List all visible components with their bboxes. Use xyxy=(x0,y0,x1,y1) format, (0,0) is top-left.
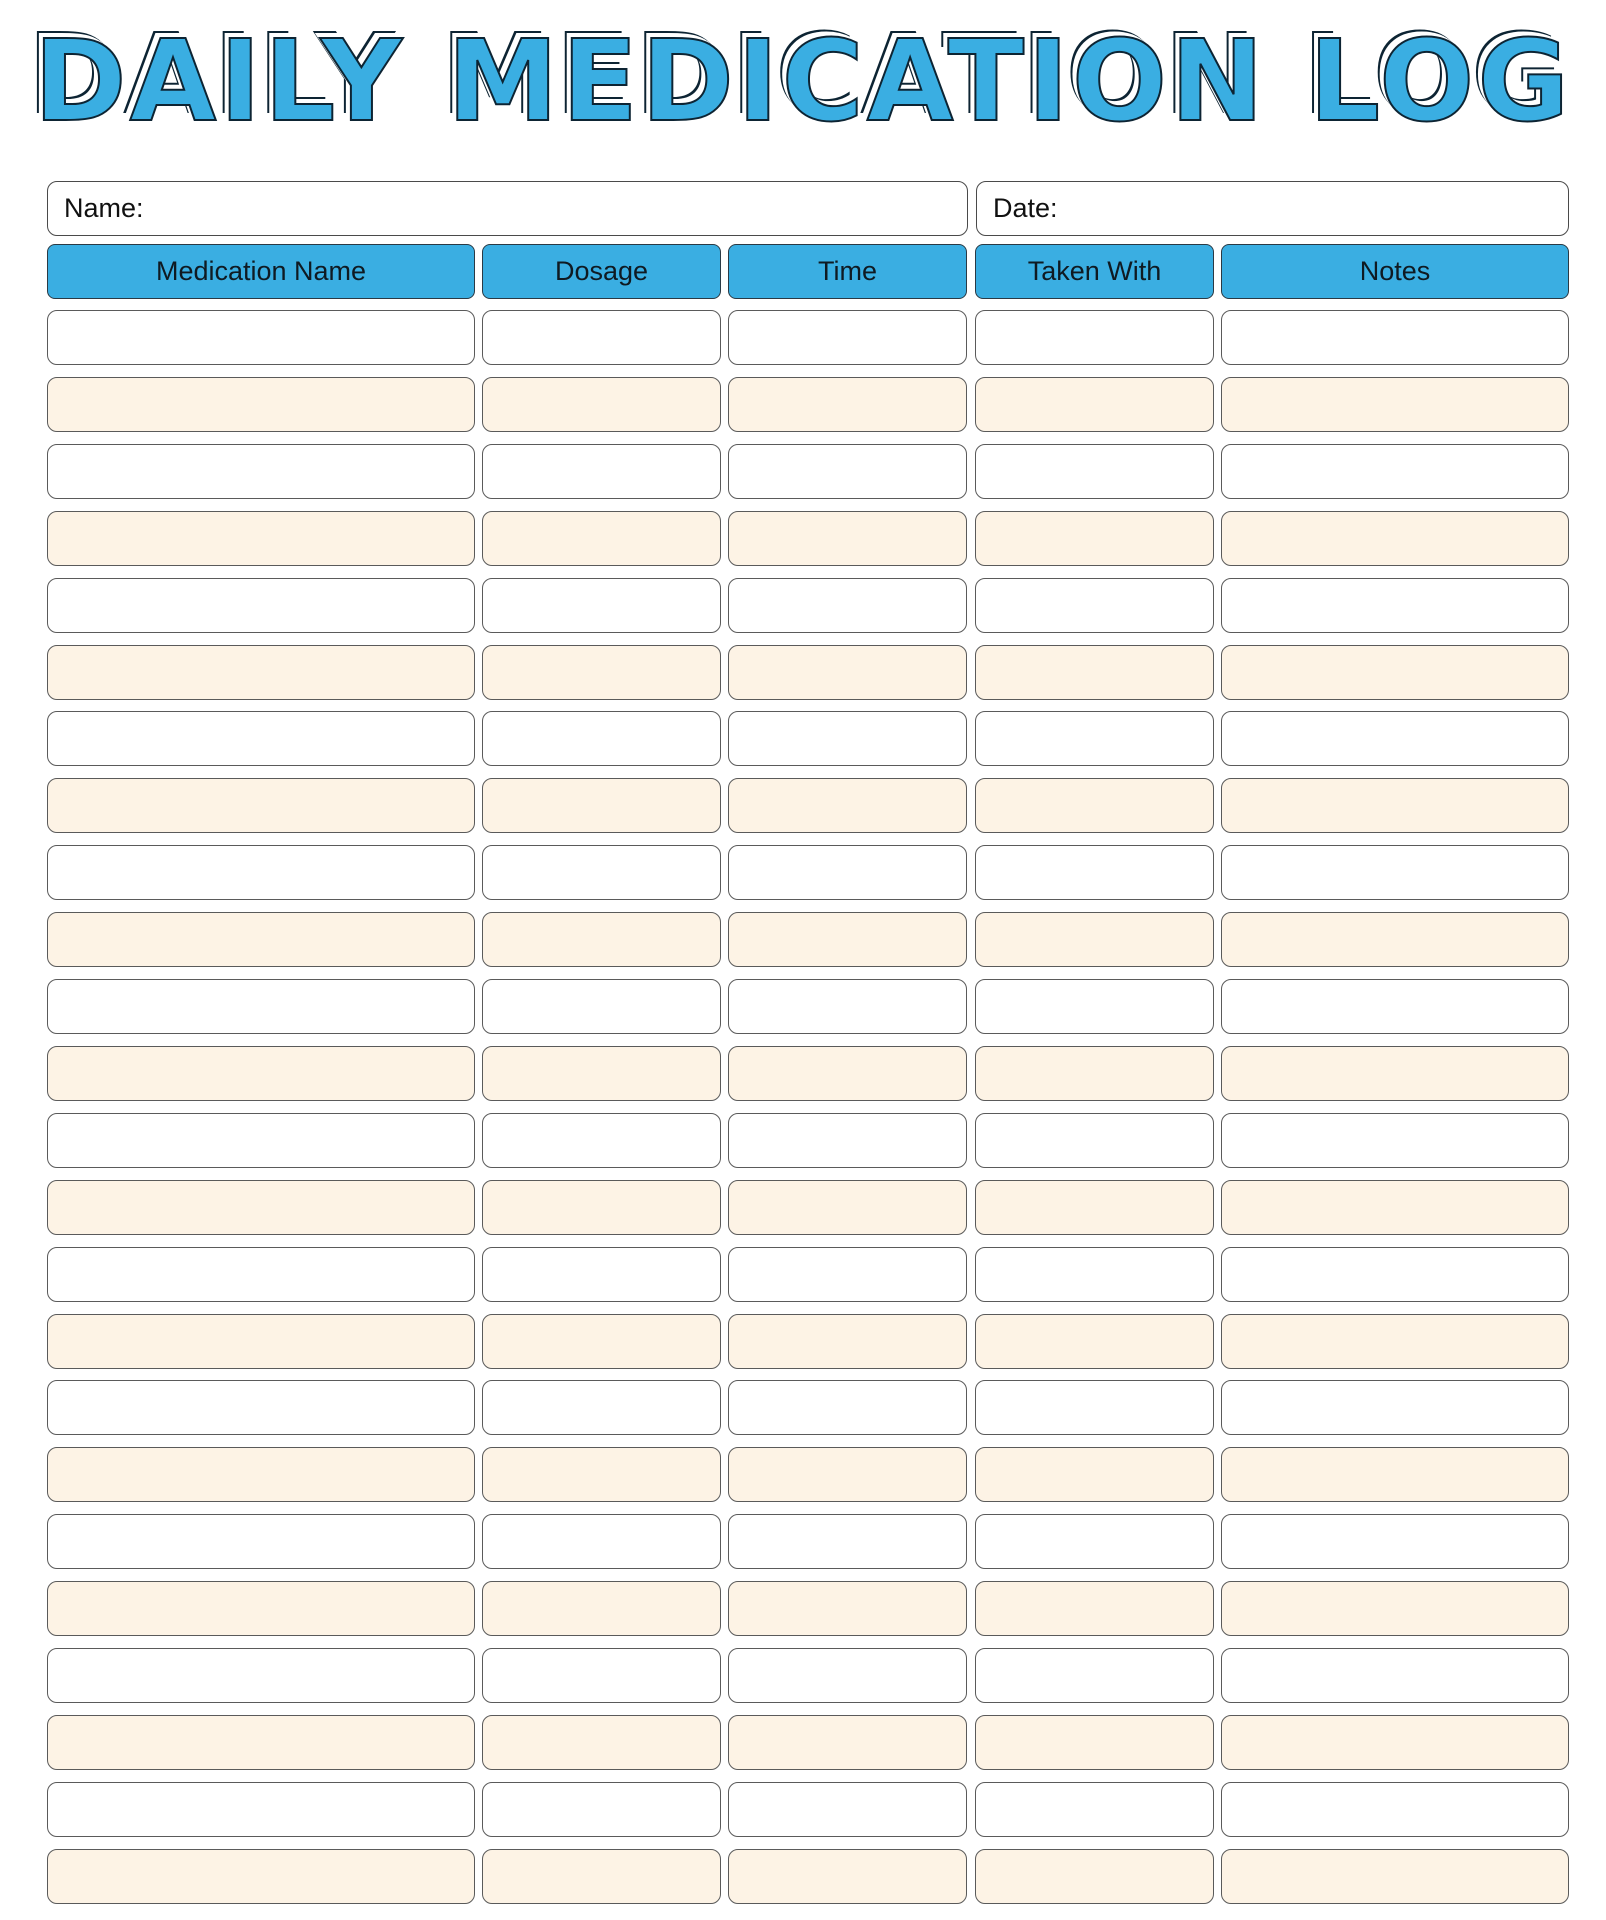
cell-dosage[interactable] xyxy=(482,511,721,566)
cell-dosage[interactable] xyxy=(482,979,721,1034)
table-row xyxy=(0,1849,1606,1904)
cell-notes[interactable] xyxy=(1221,912,1569,967)
cell-notes[interactable] xyxy=(1221,1715,1569,1770)
cell-dosage[interactable] xyxy=(482,444,721,499)
cell-medication-name[interactable] xyxy=(47,511,475,566)
cell-notes[interactable] xyxy=(1221,1380,1569,1435)
cell-time[interactable] xyxy=(728,1314,967,1369)
cell-notes[interactable] xyxy=(1221,578,1569,633)
cell-dosage[interactable] xyxy=(482,645,721,700)
cell-dosage[interactable] xyxy=(482,778,721,833)
cell-time[interactable] xyxy=(728,1046,967,1101)
header-medication-name: Medication Name xyxy=(47,244,475,299)
header-dosage: Dosage xyxy=(482,244,721,299)
cell-dosage[interactable] xyxy=(482,578,721,633)
cell-time[interactable] xyxy=(728,645,967,700)
cell-medication-name[interactable] xyxy=(47,1380,475,1435)
cell-dosage[interactable] xyxy=(482,310,721,365)
table-row xyxy=(0,1447,1606,1502)
cell-time[interactable] xyxy=(728,1648,967,1703)
cell-taken-with[interactable] xyxy=(975,377,1214,432)
cell-dosage[interactable] xyxy=(482,1247,721,1302)
cell-dosage[interactable] xyxy=(482,711,721,766)
table-row xyxy=(0,1648,1606,1703)
table-row xyxy=(0,444,1606,499)
table-row xyxy=(0,1314,1606,1369)
cell-taken-with[interactable] xyxy=(975,444,1214,499)
cell-taken-with[interactable] xyxy=(975,1648,1214,1703)
cell-time[interactable] xyxy=(728,845,967,900)
cell-notes[interactable] xyxy=(1221,1581,1569,1636)
cell-medication-name[interactable] xyxy=(47,1447,475,1502)
cell-taken-with[interactable] xyxy=(975,1180,1214,1235)
cell-notes[interactable] xyxy=(1221,1046,1569,1101)
cell-notes[interactable] xyxy=(1221,1247,1569,1302)
cell-time[interactable] xyxy=(728,1247,967,1302)
cell-notes[interactable] xyxy=(1221,1113,1569,1168)
table-row xyxy=(0,1581,1606,1636)
cell-taken-with[interactable] xyxy=(975,912,1214,967)
cell-medication-name[interactable] xyxy=(47,1046,475,1101)
cell-time[interactable] xyxy=(728,778,967,833)
name-label: Name: xyxy=(64,193,144,223)
cell-taken-with[interactable] xyxy=(975,1447,1214,1502)
cell-taken-with[interactable] xyxy=(975,511,1214,566)
cell-dosage[interactable] xyxy=(482,845,721,900)
cell-notes[interactable] xyxy=(1221,444,1569,499)
cell-medication-name[interactable] xyxy=(47,778,475,833)
cell-taken-with[interactable] xyxy=(975,711,1214,766)
cell-medication-name[interactable] xyxy=(47,912,475,967)
cell-notes[interactable] xyxy=(1221,845,1569,900)
table-row xyxy=(0,912,1606,967)
cell-dosage[interactable] xyxy=(482,1648,721,1703)
table-row xyxy=(0,310,1606,365)
table-row xyxy=(0,645,1606,700)
cell-taken-with[interactable] xyxy=(975,1113,1214,1168)
table-row xyxy=(0,1247,1606,1302)
cell-notes[interactable] xyxy=(1221,377,1569,432)
table-row xyxy=(0,1380,1606,1435)
cell-taken-with[interactable] xyxy=(975,778,1214,833)
table-row xyxy=(0,1046,1606,1101)
cell-dosage[interactable] xyxy=(482,1314,721,1369)
cell-taken-with[interactable] xyxy=(975,310,1214,365)
cell-notes[interactable] xyxy=(1221,310,1569,365)
table-row xyxy=(0,1514,1606,1569)
cell-dosage[interactable] xyxy=(482,1849,721,1904)
table-row xyxy=(0,1782,1606,1837)
page-title: DAILY MEDICATION LOG xyxy=(33,17,1573,147)
cell-notes[interactable] xyxy=(1221,1514,1569,1569)
cell-medication-name[interactable] xyxy=(47,1581,475,1636)
cell-notes[interactable] xyxy=(1221,778,1569,833)
cell-medication-name[interactable] xyxy=(47,711,475,766)
cell-notes[interactable] xyxy=(1221,1648,1569,1703)
table-row xyxy=(0,377,1606,432)
table-row xyxy=(0,711,1606,766)
cell-taken-with[interactable] xyxy=(975,645,1214,700)
header-notes: Notes xyxy=(1221,244,1569,299)
table-row xyxy=(0,578,1606,633)
cell-medication-name[interactable] xyxy=(47,1314,475,1369)
cell-notes[interactable] xyxy=(1221,1314,1569,1369)
cell-medication-name[interactable] xyxy=(47,578,475,633)
cell-time[interactable] xyxy=(728,1715,967,1770)
table-row xyxy=(0,1113,1606,1168)
cell-time[interactable] xyxy=(728,1782,967,1837)
cell-time[interactable] xyxy=(728,310,967,365)
cell-time[interactable] xyxy=(728,511,967,566)
cell-time[interactable] xyxy=(728,1514,967,1569)
cell-dosage[interactable] xyxy=(482,1180,721,1235)
date-label: Date: xyxy=(993,193,1058,223)
cell-taken-with[interactable] xyxy=(975,1849,1214,1904)
cell-time[interactable] xyxy=(728,912,967,967)
cell-notes[interactable] xyxy=(1221,979,1569,1034)
cell-taken-with[interactable] xyxy=(975,1782,1214,1837)
cell-taken-with[interactable] xyxy=(975,1247,1214,1302)
cell-dosage[interactable] xyxy=(482,1380,721,1435)
cell-medication-name[interactable] xyxy=(47,1849,475,1904)
cell-medication-name[interactable] xyxy=(47,1247,475,1302)
header-time: Time xyxy=(728,244,967,299)
cell-medication-name[interactable] xyxy=(47,1113,475,1168)
cell-dosage[interactable] xyxy=(482,1581,721,1636)
cell-medication-name[interactable] xyxy=(47,377,475,432)
cell-medication-name[interactable] xyxy=(47,1514,475,1569)
cell-taken-with[interactable] xyxy=(975,1514,1214,1569)
cell-medication-name[interactable] xyxy=(47,645,475,700)
table-row xyxy=(0,845,1606,900)
table-row xyxy=(0,511,1606,566)
cell-medication-name[interactable] xyxy=(47,310,475,365)
cell-taken-with[interactable] xyxy=(975,578,1214,633)
cell-notes[interactable] xyxy=(1221,711,1569,766)
cell-notes[interactable] xyxy=(1221,511,1569,566)
cell-taken-with[interactable] xyxy=(975,1314,1214,1369)
cell-time[interactable] xyxy=(728,578,967,633)
name-field[interactable] xyxy=(47,181,968,236)
date-field[interactable] xyxy=(976,181,1569,236)
cell-notes[interactable] xyxy=(1221,1447,1569,1502)
cell-taken-with[interactable] xyxy=(975,845,1214,900)
cell-notes[interactable] xyxy=(1221,1782,1569,1837)
cell-dosage[interactable] xyxy=(482,1715,721,1770)
cell-dosage[interactable] xyxy=(482,1514,721,1569)
cell-taken-with[interactable] xyxy=(975,1715,1214,1770)
cell-dosage[interactable] xyxy=(482,1782,721,1837)
cell-dosage[interactable] xyxy=(482,1447,721,1502)
cell-medication-name[interactable] xyxy=(47,1180,475,1235)
cell-time[interactable] xyxy=(728,444,967,499)
cell-time[interactable] xyxy=(728,377,967,432)
table-row xyxy=(0,979,1606,1034)
cell-medication-name[interactable] xyxy=(47,1782,475,1837)
cell-dosage[interactable] xyxy=(482,1046,721,1101)
table-row xyxy=(0,1715,1606,1770)
cell-dosage[interactable] xyxy=(482,1113,721,1168)
cell-notes[interactable] xyxy=(1221,1849,1569,1904)
cell-taken-with[interactable] xyxy=(975,1581,1214,1636)
cell-medication-name[interactable] xyxy=(47,979,475,1034)
cell-time[interactable] xyxy=(728,711,967,766)
cell-medication-name[interactable] xyxy=(47,845,475,900)
cell-time[interactable] xyxy=(728,979,967,1034)
cell-time[interactable] xyxy=(728,1849,967,1904)
cell-time[interactable] xyxy=(728,1113,967,1168)
cell-time[interactable] xyxy=(728,1581,967,1636)
cell-medication-name[interactable] xyxy=(47,444,475,499)
header-taken-with: Taken With xyxy=(975,244,1214,299)
cell-time[interactable] xyxy=(728,1380,967,1435)
cell-taken-with[interactable] xyxy=(975,979,1214,1034)
cell-time[interactable] xyxy=(728,1180,967,1235)
cell-dosage[interactable] xyxy=(482,912,721,967)
cell-notes[interactable] xyxy=(1221,645,1569,700)
cell-time[interactable] xyxy=(728,1447,967,1502)
table-row xyxy=(0,1180,1606,1235)
cell-notes[interactable] xyxy=(1221,1180,1569,1235)
table-row xyxy=(0,778,1606,833)
cell-dosage[interactable] xyxy=(482,377,721,432)
cell-medication-name[interactable] xyxy=(47,1715,475,1770)
cell-medication-name[interactable] xyxy=(47,1648,475,1703)
cell-taken-with[interactable] xyxy=(975,1046,1214,1101)
cell-taken-with[interactable] xyxy=(975,1380,1214,1435)
